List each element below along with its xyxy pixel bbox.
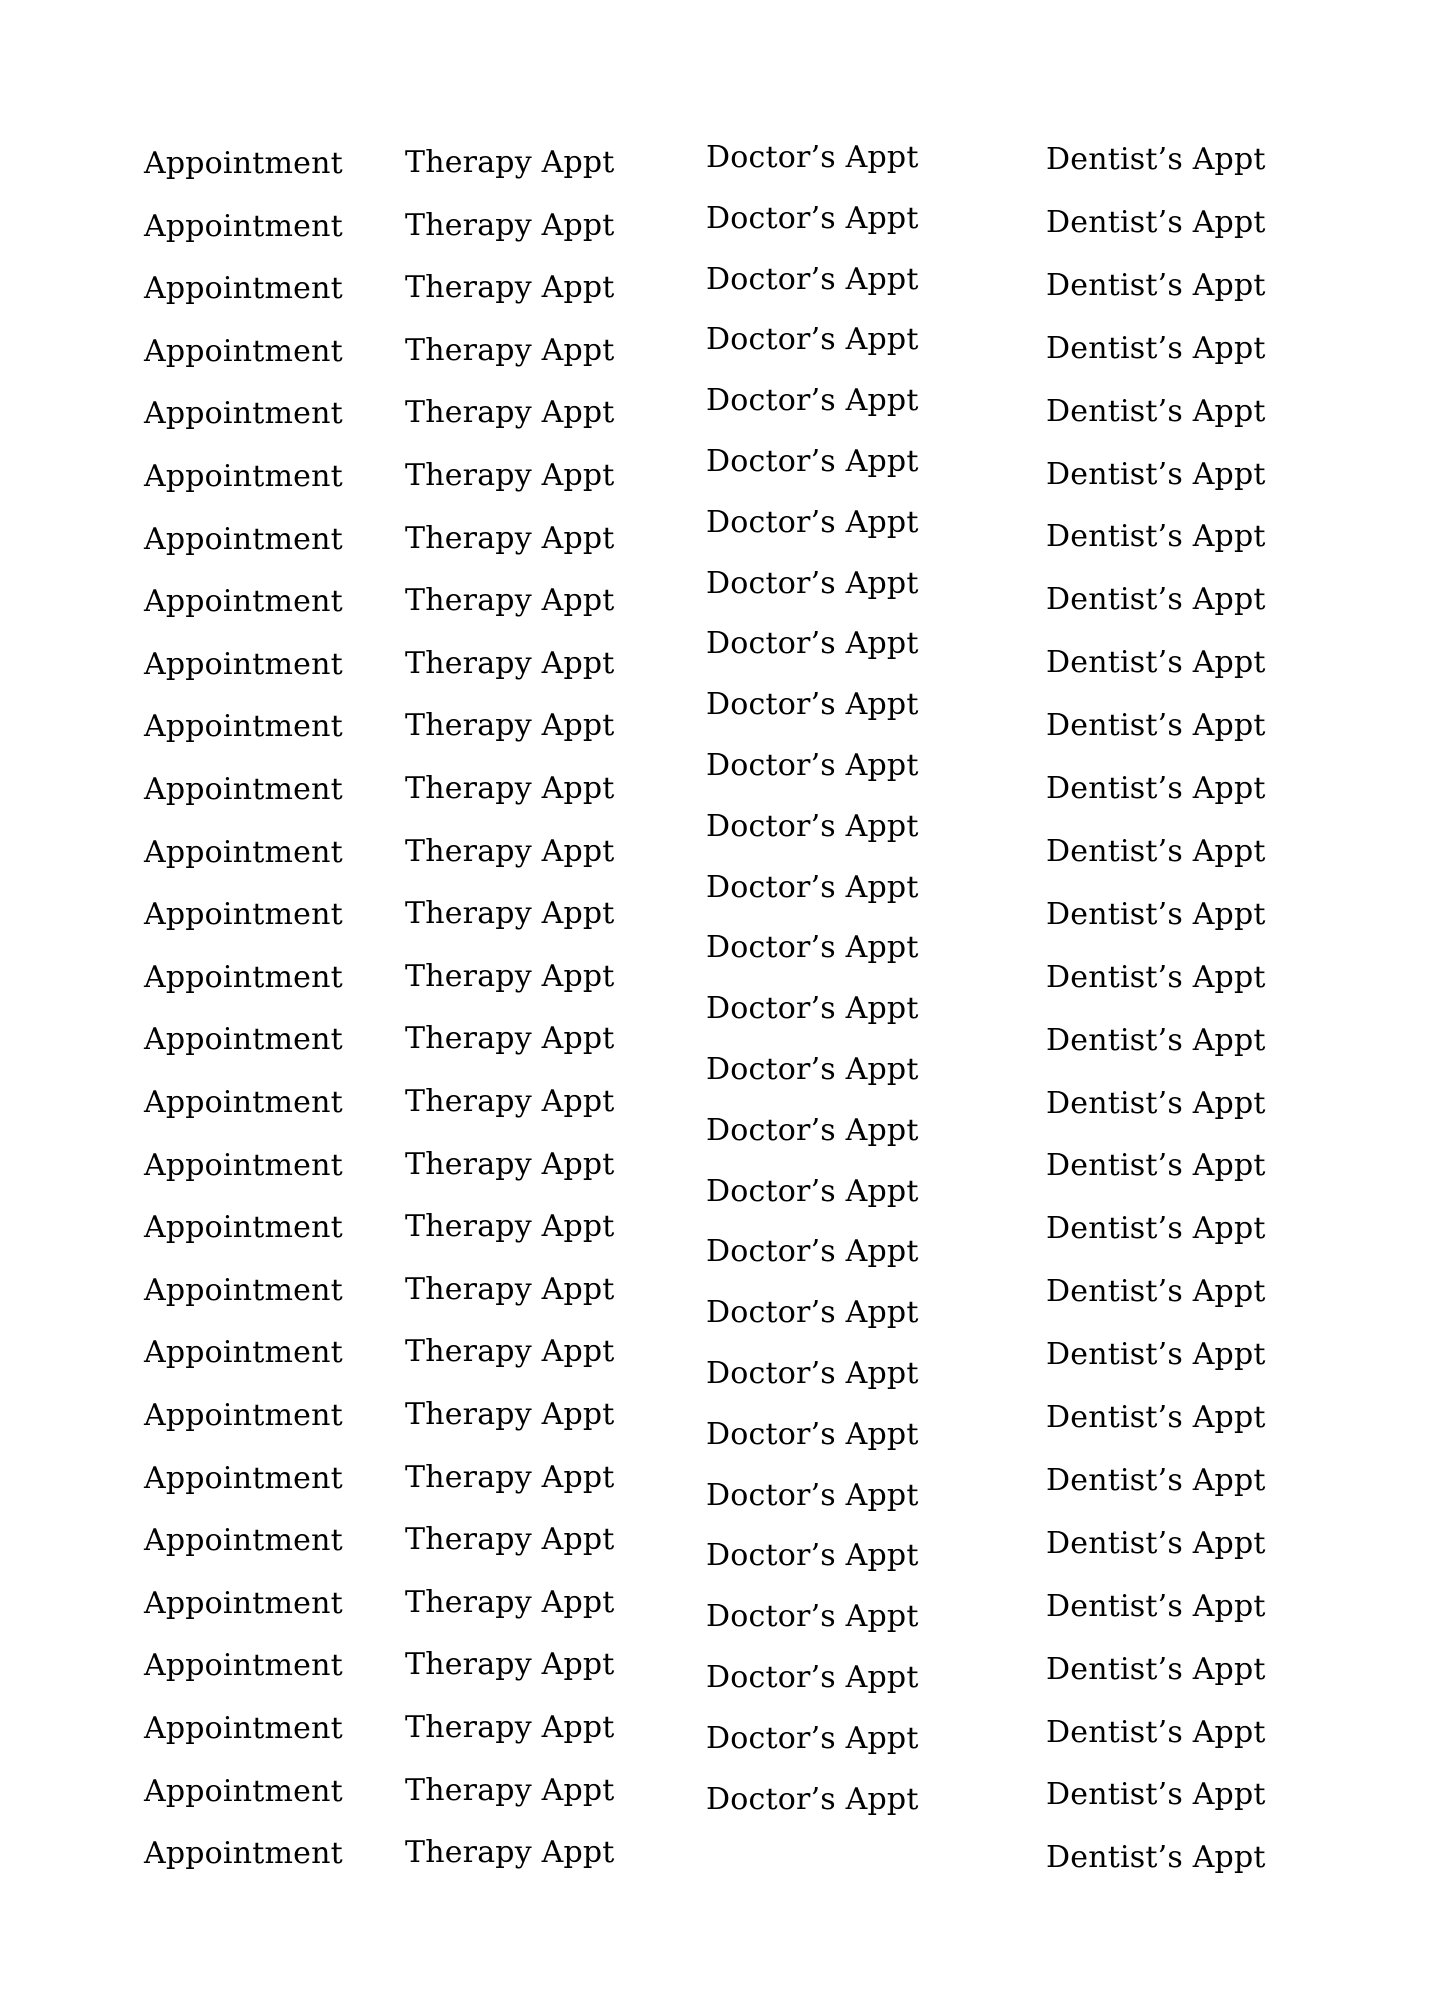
appointment-label: Appointment	[144, 1648, 343, 1684]
doctor-label: Doctor’s Appt	[706, 1781, 919, 1817]
dentist-label: Dentist’s Appt	[1046, 1840, 1266, 1876]
dentist-label: Dentist’s Appt	[1046, 1714, 1266, 1750]
doctor-label: Doctor’s Appt	[706, 261, 919, 297]
doctor-label: Doctor’s Appt	[706, 565, 919, 601]
therapy-label: Therapy Appt	[405, 645, 615, 681]
appointment-label: Appointment	[144, 1147, 343, 1183]
appointment-label: Appointment	[144, 584, 343, 620]
appointment-label: Appointment	[144, 1585, 343, 1621]
therapy-label: Therapy Appt	[405, 1021, 615, 1057]
therapy-label: Therapy Appt	[405, 145, 615, 180]
therapy-label: Therapy Appt	[405, 1271, 615, 1307]
doctor-label: Doctor’s Appt	[706, 748, 919, 783]
doctor-label: Doctor’s Appt	[706, 200, 919, 236]
therapy-label: Therapy Appt	[405, 1459, 615, 1495]
dentist-label: Dentist’s Appt	[1046, 1211, 1266, 1247]
therapy-label: Therapy Appt	[405, 1209, 615, 1245]
appointment-label: Appointment	[144, 1460, 343, 1496]
therapy-label: Therapy Appt	[405, 1084, 615, 1119]
doctor-label: Doctor’s Appt	[706, 1660, 919, 1695]
doctor-label: Doctor’s Appt	[706, 1052, 919, 1087]
dentist-label: Dentist’s Appt	[1046, 1777, 1266, 1813]
appointment-label: Appointment	[144, 1398, 343, 1433]
appointment-label: Appointment	[144, 1711, 343, 1746]
therapy-label: Therapy Appt	[405, 708, 615, 744]
therapy-label: Therapy Appt	[405, 332, 615, 368]
dentist-label: Dentist’s Appt	[1046, 1400, 1266, 1435]
therapy-label: Therapy Appt	[405, 1835, 615, 1871]
doctor-label: Doctor’s Appt	[706, 687, 919, 723]
doctor-label: Doctor’s Appt	[706, 808, 919, 844]
dentist-label: Dentist’s Appt	[1046, 330, 1266, 366]
dentist-label: Dentist’s Appt	[1046, 1085, 1266, 1121]
appointment-label: Appointment	[144, 396, 343, 432]
doctor-label: Doctor’s Appt	[706, 991, 919, 1027]
appointment-label: Appointment	[144, 646, 343, 682]
therapy-label: Therapy Appt	[405, 1772, 615, 1808]
appointment-label: Appointment	[144, 521, 343, 557]
doctor-label: Doctor’s Appt	[706, 504, 919, 540]
dentist-label: Dentist’s Appt	[1046, 1148, 1266, 1184]
therapy-label: Therapy Appt	[405, 1647, 615, 1683]
appointment-label: Appointment	[144, 1836, 343, 1872]
doctor-label: Doctor’s Appt	[706, 1112, 919, 1148]
therapy-label: Therapy Appt	[405, 833, 615, 869]
dentist-label: Dentist’s Appt	[1046, 771, 1266, 806]
doctor-label: Doctor’s Appt	[706, 930, 919, 966]
appointment-label: Appointment	[144, 1022, 343, 1058]
therapy-label: Therapy Appt	[405, 583, 615, 619]
appointment-label: Appointment	[144, 959, 343, 995]
dentist-label: Dentist’s Appt	[1046, 959, 1266, 995]
appointment-label: Appointment	[144, 146, 343, 181]
appointment-label: Appointment	[144, 834, 343, 870]
dentist-label: Dentist’s Appt	[1046, 833, 1266, 869]
dentist-label: Dentist’s Appt	[1046, 1337, 1266, 1373]
appointment-label: Appointment	[144, 1773, 343, 1809]
therapy-label: Therapy Appt	[405, 207, 615, 243]
dentist-label: Dentist’s Appt	[1046, 393, 1266, 429]
therapy-label: Therapy Appt	[405, 458, 615, 493]
doctor-label: Doctor’s Appt	[706, 869, 919, 905]
doctor-label: Doctor’s Appt	[706, 322, 919, 358]
doctor-label: Doctor’s Appt	[706, 626, 919, 662]
dentist-label: Dentist’s Appt	[1046, 1525, 1266, 1561]
doctor-label: Doctor’s Appt	[706, 140, 919, 175]
appointment-label: Appointment	[144, 333, 343, 369]
therapy-label: Therapy Appt	[405, 958, 615, 994]
therapy-label: Therapy Appt	[405, 1584, 615, 1620]
doctor-label: Doctor’s Appt	[706, 1234, 919, 1270]
dentist-label: Dentist’s Appt	[1046, 582, 1266, 618]
appointment-label: Appointment	[144, 772, 343, 807]
doctor-label: Doctor’s Appt	[706, 1295, 919, 1331]
appointment-label: Appointment	[144, 1085, 343, 1120]
appointment-label: Appointment	[144, 1210, 343, 1246]
therapy-label: Therapy Appt	[405, 1710, 615, 1745]
doctor-label: Doctor’s Appt	[706, 1356, 919, 1391]
therapy-label: Therapy Appt	[405, 395, 615, 431]
therapy-label: Therapy Appt	[405, 270, 615, 306]
appointment-label: Appointment	[144, 1523, 343, 1559]
doctor-label: Doctor’s Appt	[706, 1477, 919, 1513]
therapy-label: Therapy Appt	[405, 771, 615, 806]
dentist-label: Dentist’s Appt	[1046, 708, 1266, 744]
therapy-label: Therapy Appt	[405, 1397, 615, 1432]
dentist-label: Dentist’s Appt	[1046, 1462, 1266, 1498]
dentist-label: Dentist’s Appt	[1046, 519, 1266, 555]
appointment-label: Appointment	[144, 1335, 343, 1371]
dentist-label: Dentist’s Appt	[1046, 142, 1266, 177]
appointment-label: Appointment	[144, 709, 343, 745]
dentist-label: Dentist’s Appt	[1046, 1651, 1266, 1687]
dentist-label: Dentist’s Appt	[1046, 1588, 1266, 1624]
therapy-label: Therapy Appt	[405, 1522, 615, 1558]
doctor-label: Doctor’s Appt	[706, 1599, 919, 1635]
therapy-label: Therapy Appt	[405, 896, 615, 932]
dentist-label: Dentist’s Appt	[1046, 1022, 1266, 1058]
appointment-label: Appointment	[144, 897, 343, 933]
appointment-label: Appointment	[144, 459, 343, 494]
dentist-label: Dentist’s Appt	[1046, 645, 1266, 681]
dentist-label: Dentist’s Appt	[1046, 896, 1266, 932]
doctor-label: Doctor’s Appt	[706, 1538, 919, 1574]
therapy-label: Therapy Appt	[405, 1146, 615, 1182]
doctor-label: Doctor’s Appt	[706, 444, 919, 479]
therapy-label: Therapy Appt	[405, 520, 615, 556]
dentist-label: Dentist’s Appt	[1046, 267, 1266, 303]
dentist-label: Dentist’s Appt	[1046, 1274, 1266, 1310]
dentist-label: Dentist’s Appt	[1046, 204, 1266, 240]
doctor-label: Doctor’s Appt	[706, 1416, 919, 1452]
doctor-label: Doctor’s Appt	[706, 383, 919, 419]
appointment-label: Appointment	[144, 1272, 343, 1308]
doctor-label: Doctor’s Appt	[706, 1720, 919, 1756]
doctor-label: Doctor’s Appt	[706, 1173, 919, 1209]
appointment-label: Appointment	[144, 208, 343, 244]
dentist-label: Dentist’s Appt	[1046, 456, 1266, 492]
appointment-label: Appointment	[144, 271, 343, 307]
therapy-label: Therapy Appt	[405, 1334, 615, 1370]
